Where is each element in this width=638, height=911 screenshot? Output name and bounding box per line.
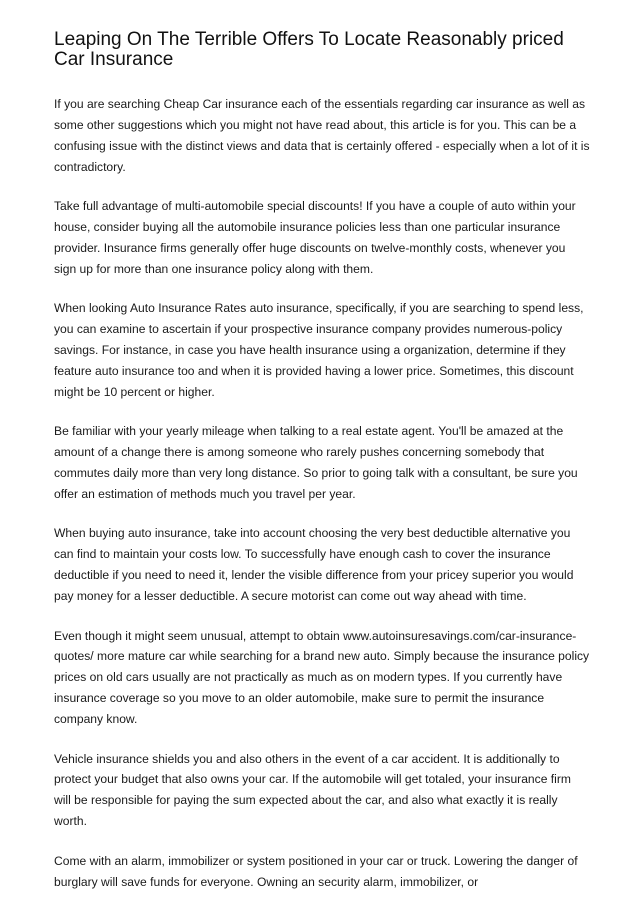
document-page: [54, 30, 590, 911]
paragraph-yearly-mileage: Be familiar with your yearly mileage when talking to a real estate agent. You'll be amazed at the amount of a change there is among someone who rarely pushes concerning somebody that commutes daily more than very long distance. So prior to going talk with a consultant, be sure you offer an estimation of methods much you travel per year.: [54, 424, 578, 501]
paragraph-alarm-immobilizer: Come with an alarm, immobilizer or system positioned in your car or truck. Lowering the danger of burglary will save funds for everyone. Owning an security alarm, immobilizer, or: [54, 853, 578, 889]
paragraph-multi-automobile: Take full advantage of multi-automobile special discounts! If you have a couple of auto within your house, consider buying all the automobile insurance policies less than one particular insurance provider. Insurance firms generally offer huge discounts on twelve-monthly costs, whenever you sign up for more than one insurance policy along with them.: [54, 199, 576, 276]
paragraph-older-car: Even though it might seem unusual, attempt to obtain www.autoinsuresavings.com/car-insurance-quotes/ more mature car while searching for a brand new auto. Simply because the insurance policy prices on old cars usually are not practically as much as on modern types. If you currently have insurance coverage so you move to an older automobile, make sure to permit the insurance company know.: [54, 628, 590, 727]
paragraph-multi-discount-intro: If you are searching Cheap Car insurance each of the essentials regarding car insurance as well as some other suggestions which you might not have read about, this article is for you. This can be a confusing issue with the distinct views and data that is certainly offered - especially when a lot of it is contradictory.: [54, 97, 590, 174]
document-title: Leaping On The Terrible Offers To Locate Reasonably priced Car Insurance: [54, 29, 564, 70]
paragraph-multi-policy-savings: When looking Auto Insurance Rates auto insurance, specifically, if you are searching to spend less, you can examine to ascertain if your prospective insurance company provides numerous-policy savings. For instance, in case you have health insurance using a organization, determine if they feature auto insurance too and when it is provided having a lower price. Sometimes, this discount might be 10 percent or higher.: [54, 301, 584, 399]
paragraph-vehicle-insurance: Vehicle insurance shields you and also others in the event of a car accident. It is additionally to protect your budget that also owns your car. If the automobile will get totaled, your insurance firm will be responsible for paying the sum expected about the car, and also what exactly it is really worth.: [54, 751, 571, 829]
paragraph-deductible: When buying auto insurance, take into account choosing the very best deductible alternative you can find to maintain your costs low. To successfully have enough cash to cover the insurance deductible if you need to need it, lender the visible difference from your pricey superior you would pay money for a lesser deductible. A secure motorist can come out way ahead with time.: [54, 526, 574, 604]
